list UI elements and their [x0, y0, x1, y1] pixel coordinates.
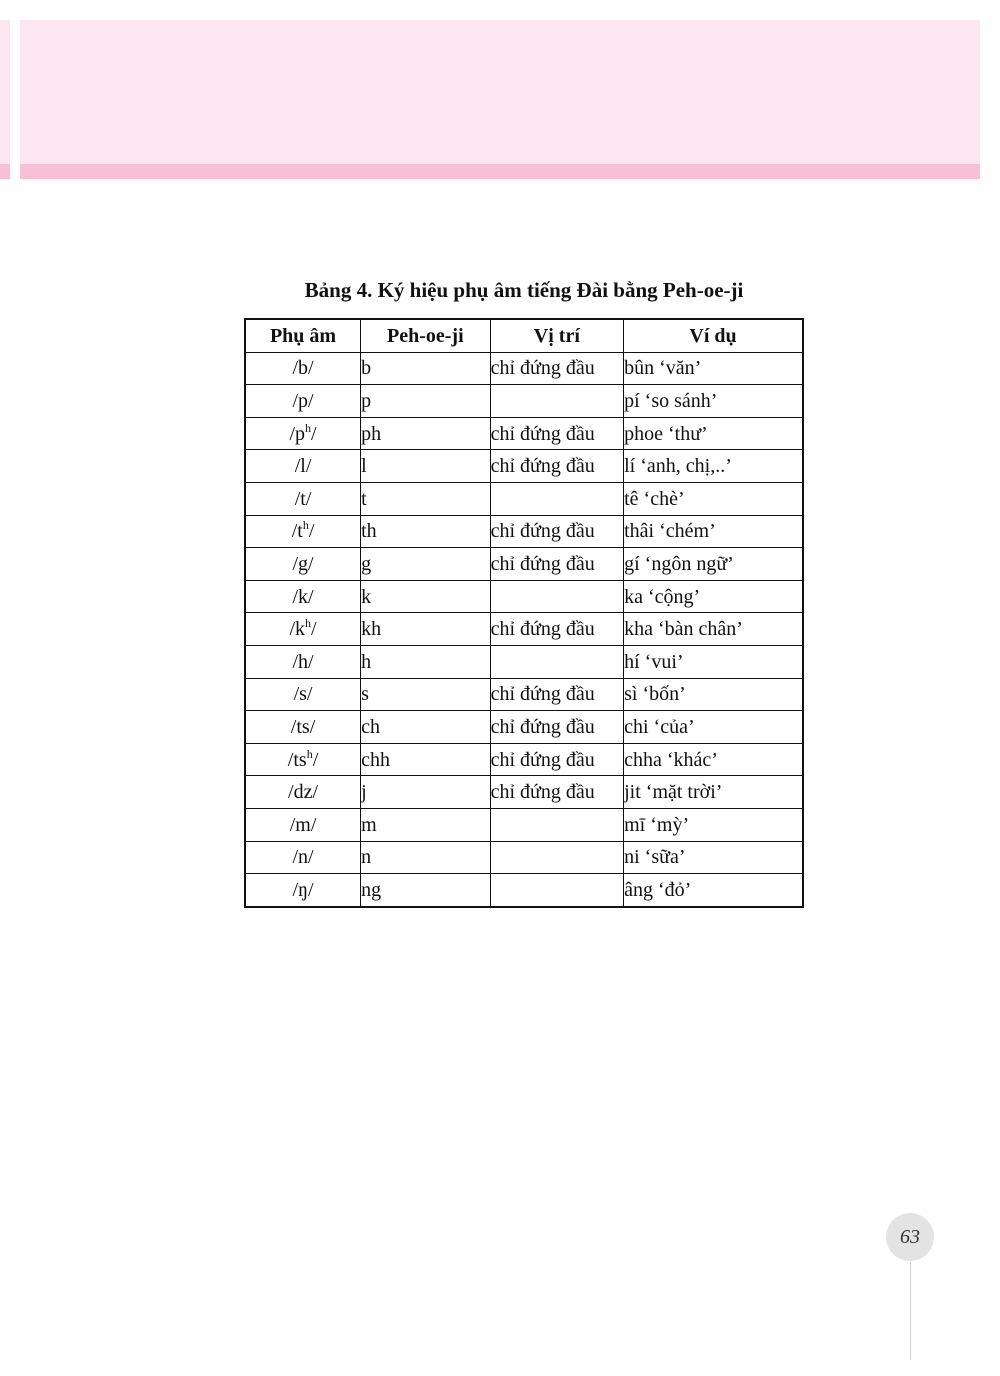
cell-phoneme	[245, 580, 361, 613]
column-header-position: Vị trí	[490, 319, 624, 352]
phoneme-end: /	[305, 487, 312, 510]
cell-example: lí ‘anh, chị,..’	[624, 450, 803, 483]
cell-phoneme	[245, 482, 361, 515]
cell-position	[490, 841, 624, 874]
column-header-example: Ví dụ	[624, 319, 803, 352]
cell-position: chỉ đứng đầu	[490, 711, 624, 744]
cell-phoneme	[245, 841, 361, 874]
cell-example: pí ‘so sánh’	[624, 385, 803, 418]
phoneme-end: /	[308, 357, 314, 380]
phoneme-end: /	[308, 650, 314, 673]
table-row	[245, 482, 803, 515]
cell-example: kha ‘bàn chân’	[624, 613, 803, 646]
cell-position: chỉ đứng đầu	[490, 678, 624, 711]
phoneme-base: /k	[289, 618, 306, 641]
cell-poj: kh	[361, 613, 491, 646]
table-row	[245, 678, 803, 711]
cell-phoneme	[245, 515, 361, 548]
cell-position	[490, 874, 624, 907]
phoneme-base: /ts	[290, 715, 310, 738]
cell-phoneme	[245, 743, 361, 776]
table-header-row	[245, 319, 803, 352]
cell-phoneme	[245, 450, 361, 483]
table-row	[245, 352, 803, 385]
page-number-line	[910, 1262, 911, 1360]
table-row	[245, 450, 803, 483]
cell-phoneme	[245, 352, 361, 385]
table-row	[245, 874, 803, 907]
phoneme-end: /	[306, 683, 313, 706]
cell-example: gí ‘ngôn ngữ’	[624, 548, 803, 581]
cell-position: chỉ đứng đầu	[490, 417, 624, 450]
cell-poj: g	[361, 548, 491, 581]
cell-phoneme	[245, 776, 361, 809]
cell-example: mī ‘mỳ’	[624, 808, 803, 841]
phoneme-aspiration-mark: h	[305, 616, 312, 631]
cell-poj: ng	[361, 874, 491, 907]
cell-position: chỉ đứng đầu	[490, 515, 624, 548]
header-strip	[20, 164, 980, 179]
cell-position	[490, 645, 624, 678]
cell-example: phoe ‘thư’	[624, 417, 803, 450]
table-row	[245, 841, 803, 874]
header-band	[20, 20, 980, 164]
phoneme-end: /	[310, 813, 317, 836]
table-caption: Bảng 4. Ký hiệu phụ âm tiếng Đài bằng Peh-oe-ji	[304, 278, 744, 302]
phoneme-end: /	[308, 585, 314, 608]
table-row	[245, 776, 803, 809]
phoneme-base: /dz	[288, 781, 313, 804]
phoneme-end: /	[312, 748, 319, 771]
table-row	[245, 515, 803, 548]
cell-poj: h	[361, 645, 491, 678]
cell-position: chỉ đứng đầu	[490, 548, 624, 581]
cell-poj: n	[361, 841, 491, 874]
cell-poj: m	[361, 808, 491, 841]
cell-example: âng ‘đỏ’	[624, 874, 803, 907]
phoneme-base: /s	[293, 683, 307, 706]
cell-position	[490, 808, 624, 841]
cell-poj: p	[361, 385, 491, 418]
phoneme-base: /p	[292, 389, 309, 412]
cell-phoneme	[245, 385, 361, 418]
table-row	[245, 580, 803, 613]
cell-poj: l	[361, 450, 491, 483]
cell-example: chha ‘khác’	[624, 743, 803, 776]
cell-position	[490, 482, 624, 515]
cell-phoneme	[245, 808, 361, 841]
column-header-phoneme: Phụ âm	[245, 319, 361, 352]
phoneme-base: /k	[292, 585, 309, 608]
phoneme-end: /	[308, 552, 314, 575]
table-body	[245, 352, 803, 907]
table-row	[245, 613, 803, 646]
page-number-badge	[886, 1213, 934, 1261]
phoneme-base: /l	[294, 455, 306, 478]
cell-example: hí ‘vui’	[624, 645, 803, 678]
phoneme-aspiration-mark: h	[302, 518, 309, 533]
phoneme-base: /ŋ	[292, 878, 308, 901]
cell-position: chỉ đứng đầu	[490, 352, 624, 385]
table-row	[245, 417, 803, 450]
cell-poj: k	[361, 580, 491, 613]
table-row	[245, 808, 803, 841]
table-row	[245, 548, 803, 581]
phoneme-base: /ts	[287, 748, 307, 771]
cell-phoneme	[245, 548, 361, 581]
cell-position: chỉ đứng đầu	[490, 743, 624, 776]
phoneme-base: /t	[291, 520, 303, 543]
phoneme-base: /t	[294, 487, 306, 510]
cell-example: chi ‘của’	[624, 711, 803, 744]
cell-example: ni ‘sữa’	[624, 841, 803, 874]
cell-example: bûn ‘văn’	[624, 352, 803, 385]
phoneme-base: /h	[292, 650, 309, 673]
phoneme-end: /	[308, 846, 314, 869]
phoneme-aspiration-mark: h	[305, 420, 312, 435]
cell-phoneme	[245, 678, 361, 711]
cell-poj: ph	[361, 417, 491, 450]
phoneme-end: /	[308, 520, 315, 543]
cell-position	[490, 580, 624, 613]
cell-phoneme	[245, 874, 361, 907]
phoneme-base: /g	[292, 552, 309, 575]
table-row	[245, 711, 803, 744]
phoneme-end: /	[307, 878, 314, 901]
left-edge-tab-strip	[0, 164, 10, 179]
cell-poj: t	[361, 482, 491, 515]
phoneme-end: /	[311, 422, 317, 445]
column-header-poj: Peh-oe-ji	[361, 319, 491, 352]
cell-example: jit ‘mặt trời’	[624, 776, 803, 809]
table-row	[245, 385, 803, 418]
phoneme-aspiration-mark: h	[306, 746, 313, 761]
cell-phoneme	[245, 417, 361, 450]
page-number: 63	[900, 1225, 920, 1248]
cell-poj: s	[361, 678, 491, 711]
cell-poj: th	[361, 515, 491, 548]
phoneme-base: /p	[289, 422, 306, 445]
cell-phoneme	[245, 613, 361, 646]
cell-poj: ch	[361, 711, 491, 744]
phoneme-base: /b	[292, 357, 309, 380]
phoneme-end: /	[311, 618, 317, 641]
consonant-table	[244, 318, 804, 908]
cell-position	[490, 385, 624, 418]
left-edge-tab	[0, 20, 10, 164]
phoneme-end: /	[305, 455, 312, 478]
table-row	[245, 645, 803, 678]
cell-poj: b	[361, 352, 491, 385]
phoneme-end: /	[312, 781, 319, 804]
cell-poj: chh	[361, 743, 491, 776]
cell-example: tê ‘chè’	[624, 482, 803, 515]
cell-poj: j	[361, 776, 491, 809]
cell-example: sì ‘bốn’	[624, 678, 803, 711]
cell-phoneme	[245, 645, 361, 678]
table-row	[245, 743, 803, 776]
cell-position: chỉ đứng đầu	[490, 613, 624, 646]
cell-phoneme	[245, 711, 361, 744]
phoneme-end: /	[309, 715, 316, 738]
cell-example: ka ‘cộng’	[624, 580, 803, 613]
cell-position: chỉ đứng đầu	[490, 776, 624, 809]
cell-position: chỉ đứng đầu	[490, 450, 624, 483]
phoneme-end: /	[308, 389, 314, 412]
cell-example: thâi ‘chém’	[624, 515, 803, 548]
phoneme-base: /n	[292, 846, 309, 869]
phoneme-base: /m	[289, 813, 311, 836]
